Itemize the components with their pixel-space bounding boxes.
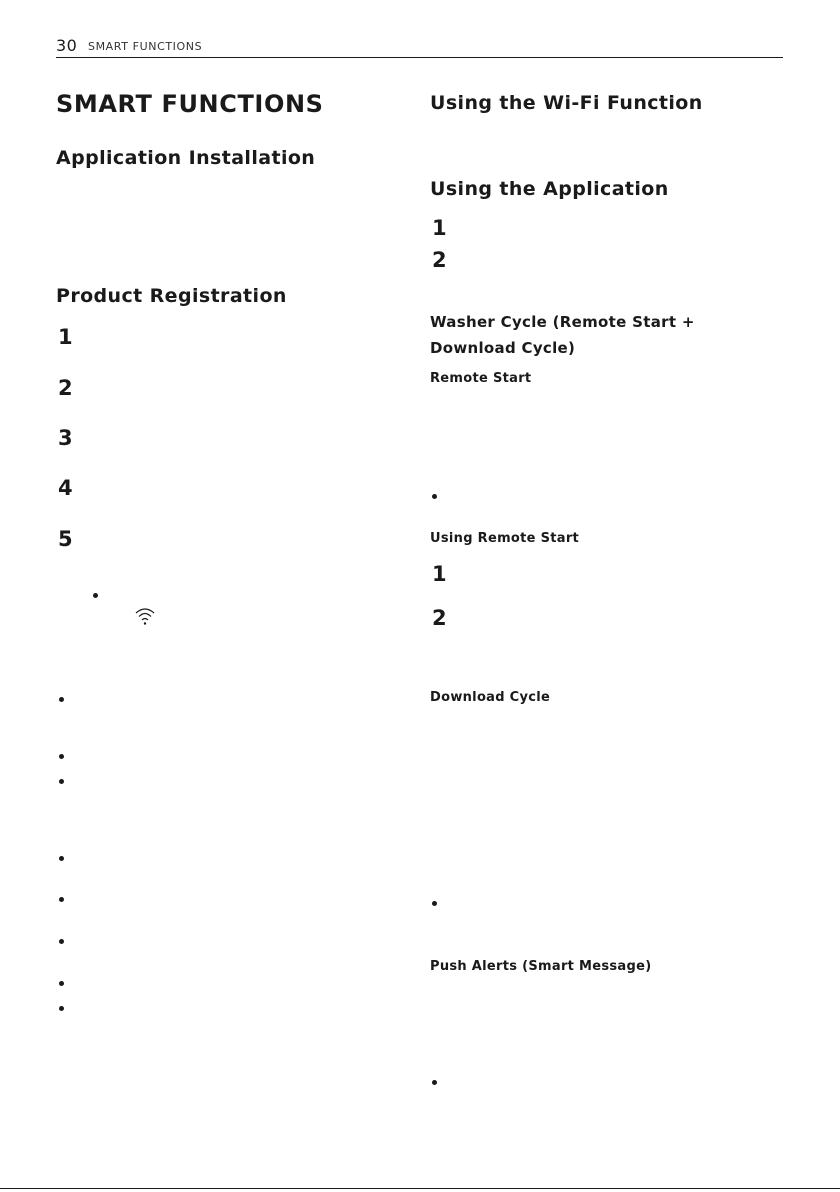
- heading-using-remote-start: Using Remote Start: [430, 531, 580, 546]
- bullet: [59, 897, 64, 902]
- remote-step-number-1: 1: [432, 562, 447, 586]
- wifi-icon: [134, 606, 156, 626]
- header-rule: [56, 57, 783, 58]
- heading-download-cycle: Download Cycle: [430, 690, 551, 705]
- heading-washer-cycle-line1: Washer Cycle (Remote Start +: [430, 313, 695, 331]
- heading-push-alerts: Push Alerts (Smart Message): [430, 959, 652, 974]
- app-step-number-1: 1: [432, 216, 447, 240]
- bullet: [59, 697, 64, 702]
- step-number-4: 4: [58, 476, 73, 500]
- step-number-5: 5: [58, 527, 73, 551]
- step-number-3: 3: [58, 426, 73, 450]
- running-header: SMART FUNCTIONS: [88, 40, 203, 53]
- bullet: [93, 593, 98, 598]
- heading-product-registration: Product Registration: [56, 285, 287, 307]
- heading-remote-start: Remote Start: [430, 371, 532, 386]
- bullet: [59, 856, 64, 861]
- heading-application-installation: Application Installation: [56, 147, 316, 169]
- bullet: [59, 754, 64, 759]
- bullet: [432, 1080, 437, 1085]
- step-number-2: 2: [58, 376, 73, 400]
- remote-step-number-2: 2: [432, 606, 447, 630]
- page-bottom-edge: [0, 1188, 840, 1189]
- bullet: [59, 981, 64, 986]
- bullet: [59, 779, 64, 784]
- bullet: [59, 939, 64, 944]
- heading-wifi-function: Using the Wi-Fi Function: [430, 92, 703, 114]
- bullet: [432, 494, 437, 499]
- bullet: [432, 901, 437, 906]
- app-step-number-2: 2: [432, 248, 447, 272]
- bullet: [59, 1006, 64, 1011]
- page-title: SMART FUNCTIONS: [56, 90, 324, 118]
- heading-using-application: Using the Application: [430, 178, 669, 200]
- step-number-1: 1: [58, 325, 73, 349]
- page-number: 30: [56, 36, 78, 55]
- heading-washer-cycle-line2: Download Cycle): [430, 339, 576, 357]
